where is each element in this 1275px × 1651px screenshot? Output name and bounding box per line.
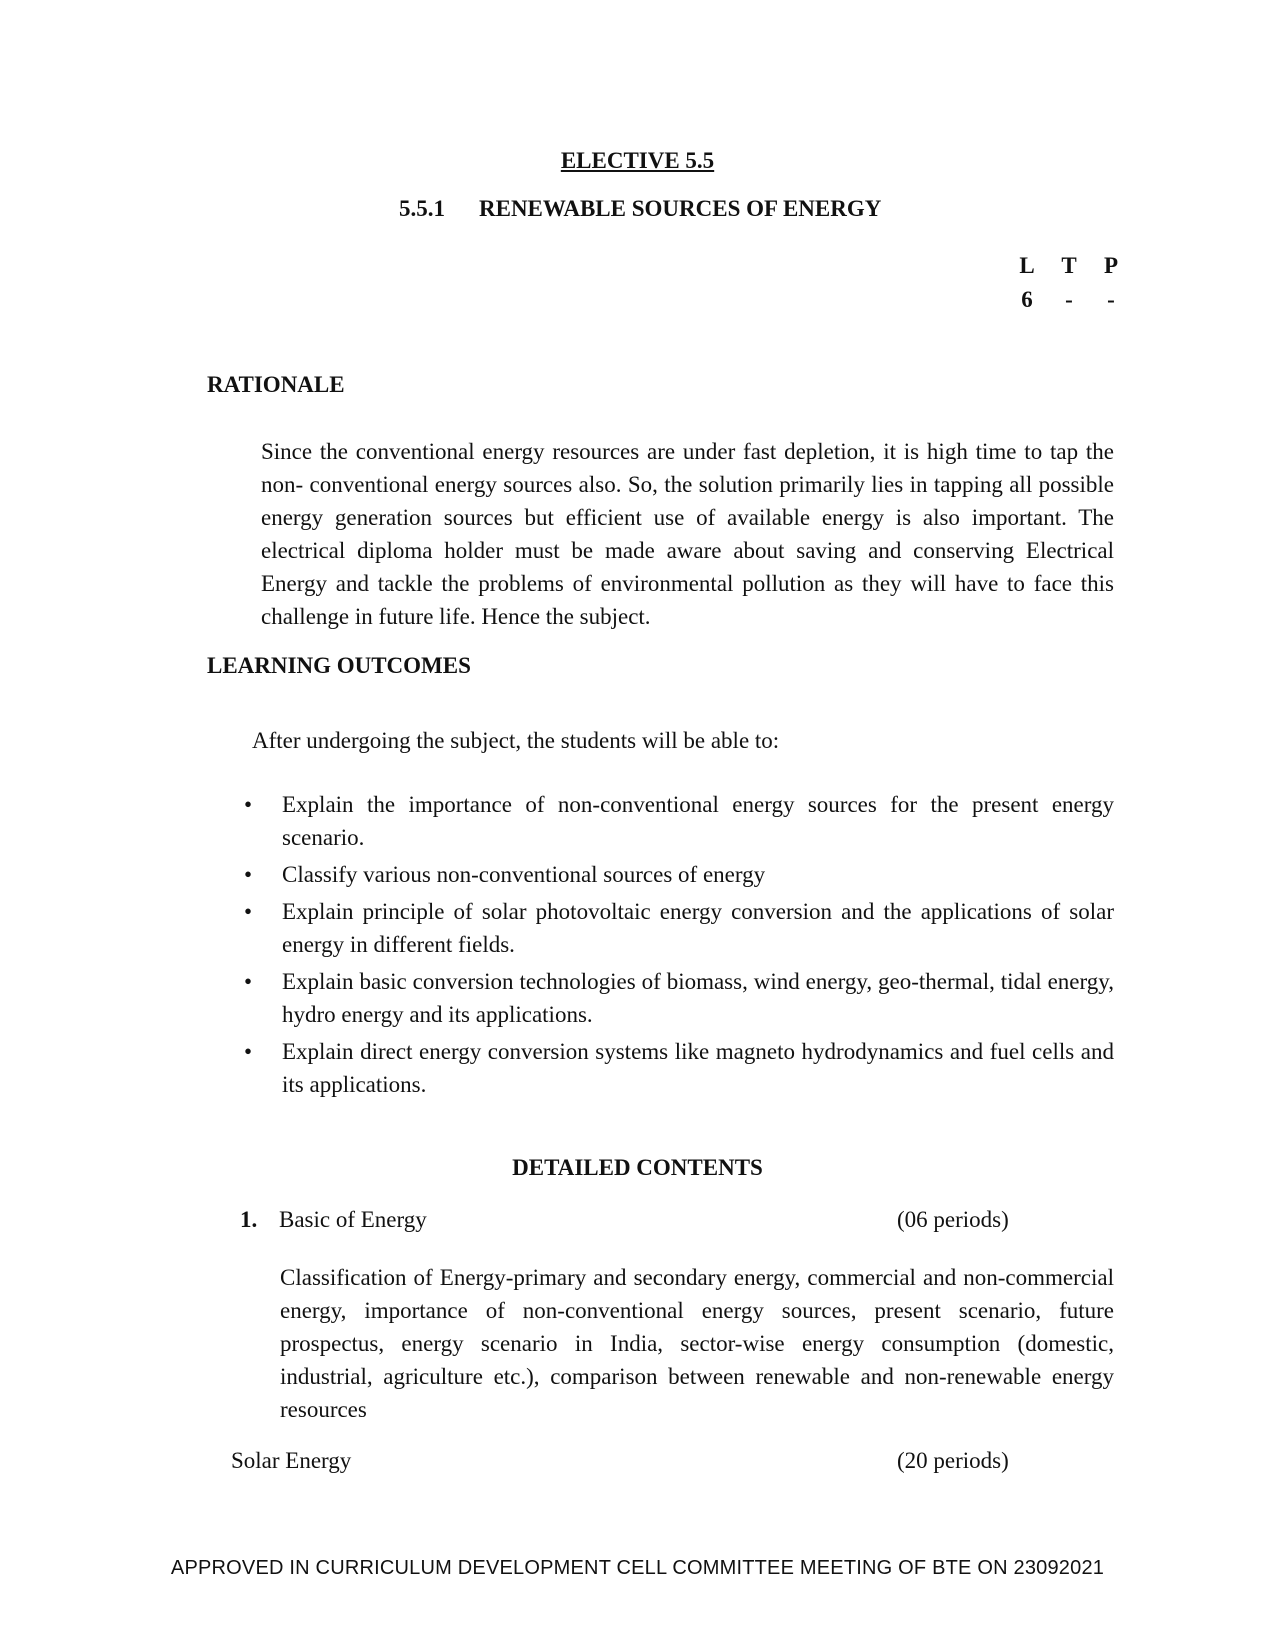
ltp-value-l: 6: [1021, 287, 1033, 312]
outcome-text: Explain the importance of non-conventional energy sources for the present energy scenario.: [282, 792, 1114, 850]
subject-code: 5.5.1: [399, 196, 445, 221]
list-item: [240, 1035, 1114, 1101]
list-item: [240, 965, 1114, 1031]
ltp-header-l: L: [1019, 253, 1035, 278]
outcome-text: Explain direct energy conversion systems like magneto hydrodynamics and fuel cells and its applications.: [282, 1039, 1114, 1097]
bullet-icon: •: [244, 862, 253, 887]
elective-title: ELECTIVE 5.5: [560, 148, 715, 173]
unit-2-title: Solar Energy: [231, 1448, 352, 1473]
learning-outcomes-heading: LEARNING OUTCOMES: [207, 653, 471, 678]
ltp-value-row: [1013, 287, 1125, 313]
rationale-heading: RATIONALE: [207, 372, 345, 397]
bullet-icon: •: [244, 899, 253, 924]
detailed-contents-heading: DETAILED CONTENTS: [512, 1155, 763, 1180]
ltp-header-t: T: [1061, 253, 1077, 278]
unit-1-title: Basic of Energy: [279, 1207, 427, 1232]
subject-title-line: [399, 196, 881, 222]
unit-1-description: Classification of Energy-primary and secondary energy, commercial and non-commercial energy, importance of non-conventional energy sources, present scenario, future prospectus, energy scenario in India, sector-wise energy consumption (domestic, industrial, agriculture etc.), comparison between renewable and non-renewable energy resources: [280, 1265, 1114, 1422]
unit-2-periods: (20 periods): [897, 1448, 1009, 1473]
list-item: [240, 895, 1114, 961]
outcome-text: Classify various non-conventional sources of energy: [282, 862, 766, 887]
page-footer: APPROVED IN CURRICULUM DEVELOPMENT CELL COMMITTEE MEETING OF BTE ON 23092021: [170, 1557, 1105, 1579]
bullet-icon: •: [244, 969, 253, 994]
ltp-value-p: -: [1107, 287, 1115, 312]
learning-outcomes-intro: After undergoing the subject, the students will be able to:: [252, 728, 780, 753]
list-item: [240, 858, 1114, 891]
outcome-text: Explain basic conversion technologies of biomass, wind energy, geo-thermal, tidal energy, hydro energy and its applications.: [282, 969, 1114, 1027]
bullet-icon: •: [244, 792, 253, 817]
outcome-text: Explain principle of solar photovoltaic energy conversion and the applications of solar energy in different fields.: [282, 899, 1114, 957]
list-item: [240, 788, 1114, 854]
rationale-text: Since the conventional energy resources are under fast depletion, it is high time to tap the non- conventional energy sources also. So, the solution primarily lies in tapping all possible energy generation sources but efficient use of available energy is also important. The electrical diploma holder must be made aware about saving and conserving Electrical Energy and tackle the problems of environmental pollution as they will have to face this challenge in future life. Hence the subject.: [261, 439, 1114, 629]
ltp-value-t: -: [1065, 287, 1073, 312]
bullet-icon: •: [244, 1039, 253, 1064]
subject-title: RENEWABLE SOURCES OF ENERGY: [479, 196, 882, 221]
ltp-header-row: [1013, 253, 1125, 279]
learning-outcomes-list: [240, 788, 1114, 1105]
unit-1-periods: (06 periods): [897, 1207, 1009, 1232]
ltp-header-p: P: [1103, 253, 1119, 278]
unit-1-number: 1.: [240, 1207, 258, 1232]
